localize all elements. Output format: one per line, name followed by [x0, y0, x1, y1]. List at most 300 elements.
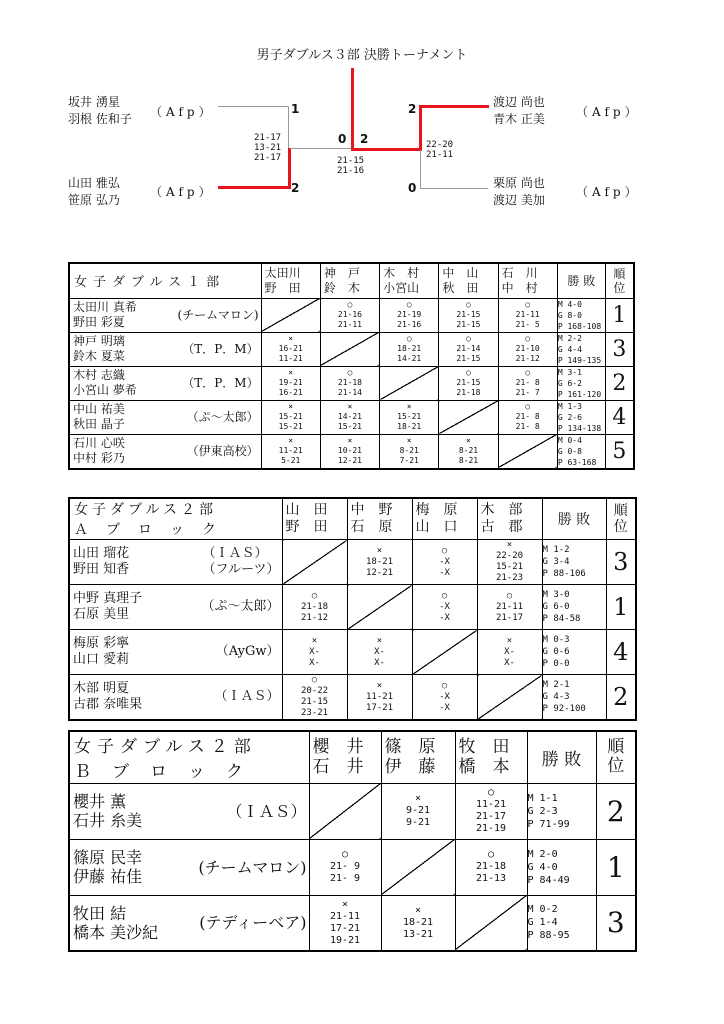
column-header-line1: 山 田 [285, 502, 328, 518]
game-score: -X [439, 702, 450, 713]
game-score: 21-18 [475, 861, 507, 872]
player-names [73, 334, 125, 364]
self-cell [477, 675, 542, 721]
match-result-mark: ○ [466, 334, 471, 343]
game-score: 15-21 [278, 412, 303, 421]
column-header-line2: 橋 本 [458, 757, 510, 778]
club-label: （フルーツ） [202, 562, 280, 577]
match-cell [309, 839, 381, 895]
match-cell [439, 298, 498, 332]
match-cell [380, 332, 439, 366]
game-score: 15-21 [337, 422, 362, 431]
score: 21-15 [337, 156, 365, 166]
match-cell [498, 366, 557, 400]
win-loss-header: 勝 敗 [557, 263, 605, 298]
club-label: （T．P．M） [182, 341, 259, 356]
club-name [198, 858, 308, 877]
game-score: 15-21 [397, 412, 422, 421]
game-score: 21-15 [456, 378, 481, 387]
column-header-line1: 石 川 [501, 265, 538, 280]
club-name [226, 802, 308, 821]
pair-cell [69, 434, 261, 469]
player-name: 野田 知香 [73, 562, 130, 577]
player-names [73, 792, 142, 830]
game-score: 18-21 [365, 556, 394, 567]
bracket-win-line [419, 105, 422, 151]
table-row [69, 675, 636, 721]
club-name [214, 689, 281, 705]
win-loss-stat: G 2-3 [527, 805, 558, 817]
match-cell [498, 400, 557, 434]
pair-info [70, 792, 309, 830]
self-cell [439, 400, 498, 434]
club-name [187, 444, 261, 459]
rank-cell: 3 [596, 895, 636, 951]
match-cell [439, 434, 498, 469]
game-score: 16-21 [278, 388, 303, 397]
column-header-line2: 秋 田 [442, 280, 479, 295]
win-loss-cell [527, 839, 596, 895]
game-score: 21-11 [337, 320, 362, 329]
bracket-right-bottom-club: （Afp） [576, 185, 641, 199]
game-score: 15-21 [495, 562, 524, 572]
self-cell [282, 540, 347, 585]
table-women-doubles-div2-block-b [68, 730, 637, 952]
rank-cell: 2 [605, 366, 634, 400]
bracket-right-bottom-player2: 渡辺 美加 [493, 193, 545, 207]
column-header [282, 498, 347, 540]
win-loss-stat: M 3-1 [557, 367, 582, 377]
match-cell [412, 540, 477, 585]
player-name: 山口 愛莉 [73, 652, 130, 667]
game-score: 16-21 [278, 344, 303, 353]
win-loss-stat: M 1-1 [527, 792, 558, 804]
win-loss-stat: M 1-2 [542, 545, 570, 555]
player-name: 中野 真理子 [73, 591, 143, 606]
match-result-mark: × [406, 402, 412, 411]
win-loss-stat: P 161-120 [557, 389, 602, 399]
match-result-mark: ○ [406, 300, 412, 309]
table-row [69, 332, 634, 366]
win-loss-stat: G 4-3 [542, 692, 570, 702]
column-header-line2: 石 原 [350, 519, 393, 535]
match-result-mark: ○ [506, 590, 513, 601]
game-score: 18-21 [397, 344, 422, 353]
game-score: X- [504, 657, 515, 668]
game-score: 11-21 [278, 354, 303, 363]
pair-info [70, 334, 261, 364]
game-score: 17-21 [365, 702, 394, 713]
column-header [320, 263, 379, 298]
win-loss-stat: M 3-0 [542, 590, 570, 600]
table-title [69, 498, 282, 540]
player-name: 木村 志織 [73, 368, 125, 382]
table-title-line1: 女子ダブルス２部 [74, 502, 218, 518]
pair-info [70, 368, 261, 398]
match-result-mark: × [376, 680, 383, 691]
table-title-line2: Ａ ブ ロ ッ ク [74, 522, 218, 538]
table-row [69, 298, 634, 332]
pair-cell [69, 400, 261, 434]
column-header-line1: 木 部 [480, 502, 523, 518]
score: 21-17 [254, 133, 282, 143]
column-header-line1: 櫻 井 [312, 737, 364, 758]
table-row [69, 630, 636, 675]
match-result-mark: ○ [466, 368, 471, 377]
bracket-line [290, 148, 352, 149]
player-name: 古郡 奈唯果 [73, 697, 143, 712]
game-score: 21-16 [337, 310, 362, 319]
win-loss-stat: G 0-6 [542, 647, 570, 657]
win-loss-cell [557, 434, 605, 469]
game-score: -X [439, 691, 450, 702]
win-loss-stat: G 6-2 [557, 378, 582, 388]
game-score: 21-18 [337, 378, 362, 387]
match-result-mark: ○ [487, 849, 495, 860]
match-cell [498, 332, 557, 366]
game-score: 7-21 [399, 456, 419, 465]
match-result-mark: ○ [466, 300, 471, 309]
column-header-line2: 野 田 [285, 519, 328, 535]
self-cell [320, 332, 379, 366]
game-score: 20-22 [300, 686, 329, 696]
self-cell [412, 630, 477, 675]
club-label: （ＩＡＳ） [214, 689, 280, 704]
player-names [73, 546, 129, 578]
column-header-line1: 太田川 [264, 265, 301, 280]
rank-cell: 4 [605, 400, 634, 434]
game-score: 21- 8 [515, 412, 540, 421]
game-score: 12-21 [365, 567, 394, 578]
match-result-mark: × [406, 436, 412, 445]
pair-info [70, 300, 261, 330]
self-cell [381, 839, 455, 895]
rank-header [596, 731, 636, 783]
column-header-line1: 牧 田 [458, 737, 510, 758]
rank-cell: 4 [606, 630, 636, 675]
win-loss-stat: G 6-0 [542, 602, 570, 612]
game-score: 21- 9 [329, 873, 361, 884]
win-loss-stat: M 0-3 [542, 635, 570, 645]
game-score: 17-21 [329, 922, 361, 934]
table-women-doubles-div2-block-a [68, 497, 637, 721]
column-header-line1: 木 村 [383, 265, 420, 280]
match-cell [455, 783, 527, 839]
game-score: -X [439, 612, 450, 623]
bracket-result-right-bottom: 0 [408, 181, 417, 195]
player-names [73, 848, 142, 886]
game-score: 9-21 [405, 805, 431, 816]
game-score: 8-21 [458, 456, 479, 465]
win-loss-stat: M 4-0 [557, 299, 582, 309]
bracket-win-line [351, 68, 354, 151]
score: 21-16 [337, 166, 365, 176]
match-cell [282, 630, 347, 675]
club-name [201, 599, 281, 615]
match-result-mark: ○ [311, 590, 318, 601]
match-cell [347, 540, 412, 585]
match-result-mark: × [347, 402, 353, 411]
score: 21-11 [426, 150, 454, 160]
column-header [498, 263, 557, 298]
win-loss-cell [557, 400, 605, 434]
rank-cell: 5 [605, 434, 634, 469]
win-loss-stat: G 0-8 [557, 446, 582, 456]
game-score: 21- 7 [515, 388, 540, 397]
match-result-mark: ○ [487, 787, 495, 798]
win-loss-header: 勝 敗 [542, 498, 606, 540]
pair-cell [69, 332, 261, 366]
game-score: 21-13 [475, 873, 507, 884]
column-header-line1: 篠 原 [384, 737, 436, 758]
player-name: 中村 彩乃 [73, 451, 125, 465]
column-header [477, 498, 542, 540]
player-names [73, 368, 137, 398]
column-header [455, 731, 527, 783]
win-loss-stat: M 0-2 [527, 904, 558, 916]
pair-cell [69, 675, 282, 721]
game-score: 23-21 [300, 708, 329, 718]
club-label: （ＩＡＳ） [202, 546, 268, 561]
match-result-mark: × [376, 635, 383, 646]
win-loss-cell [542, 675, 606, 721]
game-score: 18-21 [397, 422, 422, 431]
win-loss-stat: P 0-0 [542, 659, 570, 669]
win-loss-stat: M 2-1 [542, 680, 570, 690]
column-header-line1: 神 戸 [323, 265, 360, 280]
player-name: 伊藤 祐佳 [73, 867, 143, 886]
game-score: 10-21 [337, 446, 362, 455]
table-header-row [69, 731, 636, 783]
match-cell [455, 839, 527, 895]
column-header [261, 263, 320, 298]
player-names [73, 436, 125, 466]
table-title: 女子ダブルス１部 [69, 263, 261, 298]
win-loss-stat: P 84-58 [542, 614, 581, 624]
club-name [203, 546, 282, 578]
win-loss-stat: P 88-95 [527, 930, 570, 942]
win-loss-stat: P 168-108 [557, 321, 602, 331]
match-cell [320, 400, 379, 434]
match-cell [439, 332, 498, 366]
game-score: 11-21 [365, 691, 394, 702]
score: 13-21 [254, 143, 282, 153]
table-row [69, 434, 634, 469]
column-header [380, 263, 439, 298]
match-result-mark: ○ [525, 402, 531, 411]
match-cell [498, 298, 557, 332]
game-score: 22-20 [495, 551, 524, 561]
game-score: 8-21 [399, 446, 419, 455]
rank-cell: 3 [605, 332, 634, 366]
game-score: 21-19 [475, 823, 507, 834]
rank-cell: 2 [596, 783, 636, 839]
pair-cell [69, 630, 282, 675]
bracket-right-top-player1: 渡辺 尚也 [493, 95, 545, 109]
club-name [199, 913, 308, 932]
player-name: 秋田 晶子 [73, 417, 125, 431]
rank-header [605, 263, 634, 298]
player-name: 中山 祐美 [73, 402, 125, 416]
game-score: X- [309, 657, 320, 668]
player-name: 太田川 真希 [73, 300, 137, 314]
club-name [216, 644, 282, 660]
game-score: 19-21 [278, 378, 303, 387]
match-cell [320, 434, 379, 469]
table-row [69, 585, 636, 630]
game-score: 21- 8 [515, 378, 540, 387]
match-result-mark: ○ [441, 680, 448, 691]
game-score: 21-10 [515, 344, 540, 353]
bracket-line [218, 106, 288, 107]
bracket-right-top-player2: 青木 正美 [493, 112, 545, 126]
match-result-mark: × [288, 436, 294, 445]
win-loss-stat: M 2-2 [557, 333, 582, 343]
club-name [182, 342, 260, 357]
club-label: (テディーベア) [199, 913, 307, 933]
game-score: 21- 9 [329, 861, 361, 872]
player-names [73, 402, 125, 432]
win-loss-stat: G 4-0 [527, 861, 558, 873]
score: 22-20 [426, 140, 454, 150]
pair-cell [69, 783, 309, 839]
table-title-line2: Ｂ ブ ロ ッ ク [74, 762, 245, 783]
win-loss-cell [527, 895, 596, 951]
pair-info [70, 546, 282, 578]
club-name [187, 410, 261, 425]
match-result-mark: × [506, 540, 513, 550]
match-result-mark: × [414, 793, 422, 804]
player-names [73, 636, 129, 668]
pair-cell [69, 540, 282, 585]
game-score: 21-11 [329, 910, 361, 922]
pair-info [70, 636, 282, 668]
game-score: 21-15 [300, 697, 329, 707]
match-cell [412, 675, 477, 721]
game-score: 21-18 [300, 601, 329, 612]
tournament-title: 男子ダブルス３部 決勝トーナメント [256, 48, 468, 63]
bracket-left-scores [254, 133, 281, 163]
club-name [182, 376, 260, 391]
game-score: X- [374, 646, 385, 657]
club-name [177, 308, 260, 323]
match-result-mark: × [288, 368, 294, 377]
match-result-mark: ○ [441, 545, 448, 556]
player-name: 鈴木 夏菜 [73, 349, 125, 363]
club-label: (チームマロン) [177, 307, 259, 322]
game-score: -X [439, 567, 450, 578]
match-cell [347, 630, 412, 675]
bracket-final-scores [337, 156, 364, 176]
table-row [69, 895, 636, 951]
bracket-result-left-bottom: 2 [291, 181, 300, 195]
pair-info [70, 591, 282, 623]
game-score: 8-21 [458, 446, 479, 455]
game-score: 14-21 [397, 354, 422, 363]
game-score: 21-14 [337, 388, 362, 397]
win-loss-stat: G 4-4 [557, 344, 582, 354]
column-header-line2: 山 口 [415, 519, 458, 535]
club-label: （ぷ～太郎） [201, 599, 280, 614]
bracket-right-top-club: （Afp） [576, 105, 641, 119]
win-loss-header: 勝 敗 [527, 731, 596, 783]
pair-cell [69, 839, 309, 895]
bracket-line [288, 106, 289, 148]
match-cell [412, 585, 477, 630]
game-score: 14-21 [337, 412, 362, 421]
club-label: （伊東高校） [186, 443, 259, 458]
table-row [69, 400, 634, 434]
match-result-mark: × [288, 334, 294, 343]
game-score: 21-17 [495, 612, 524, 623]
player-name: 牧田 結 [73, 903, 127, 923]
column-header-line2: 中 村 [501, 280, 538, 295]
match-result-mark: ○ [347, 368, 353, 377]
column-header-line2: 伊 藤 [384, 757, 436, 778]
player-name: 櫻井 薫 [73, 792, 127, 811]
game-score: 15-21 [278, 422, 303, 431]
player-name: 野田 彩夏 [73, 315, 125, 329]
rank-label: 順位 [613, 266, 626, 295]
rank-cell: 3 [606, 540, 636, 585]
rank-cell: 1 [605, 298, 634, 332]
column-header-line2: 野 田 [264, 280, 301, 295]
table-row [69, 366, 634, 400]
bracket-result-final-left: 0 [338, 132, 347, 146]
match-cell [439, 366, 498, 400]
match-result-mark: × [376, 545, 383, 556]
bracket-right-bottom-player1: 栗原 尚也 [493, 176, 545, 190]
bracket-left-top-player2: 羽根 佐和子 [68, 112, 132, 126]
win-loss-stat: M 2-0 [527, 848, 558, 860]
player-name: 石井 糸美 [73, 811, 143, 830]
rank-cell: 1 [596, 839, 636, 895]
win-loss-stat: P 63-168 [557, 457, 597, 467]
bracket-left-bottom-player1: 山田 雅弘 [68, 176, 120, 190]
match-result-mark: × [341, 898, 349, 910]
game-score: 5-21 [281, 456, 301, 465]
bracket-win-line [218, 186, 291, 189]
self-cell [380, 366, 439, 400]
game-score: 21-23 [495, 573, 524, 583]
game-score: 21-11 [495, 601, 524, 612]
win-loss-stat: P 88-106 [542, 569, 586, 579]
player-name: 石原 美里 [73, 607, 130, 622]
match-result-mark: ○ [441, 590, 448, 601]
match-result-mark: × [506, 635, 513, 646]
game-score: 21- 5 [515, 320, 540, 329]
bracket-result-right-top: 2 [408, 102, 417, 116]
bracket-win-line [351, 148, 422, 151]
club-label: （ぷ～太郎） [186, 409, 259, 424]
game-score: 21-12 [515, 354, 540, 363]
column-header-line2: 古 郡 [480, 519, 523, 535]
bracket-left-top-club: （Afp） [150, 105, 215, 119]
score: 21-17 [254, 153, 282, 163]
game-score: X- [309, 646, 320, 657]
table-title-line1: 女子ダブルス２部 [74, 737, 257, 758]
table-women-doubles-div1 [68, 262, 635, 470]
column-header-line1: 中 野 [350, 502, 393, 518]
game-score: X- [374, 657, 385, 668]
pair-info [70, 402, 261, 432]
win-loss-stat: P 134-138 [557, 423, 602, 433]
match-result-mark: ○ [525, 334, 531, 343]
rank-label: 順位 [607, 737, 625, 777]
game-score: 21-11 [515, 310, 540, 319]
table-header-row [69, 263, 634, 298]
rank-cell: 1 [606, 585, 636, 630]
